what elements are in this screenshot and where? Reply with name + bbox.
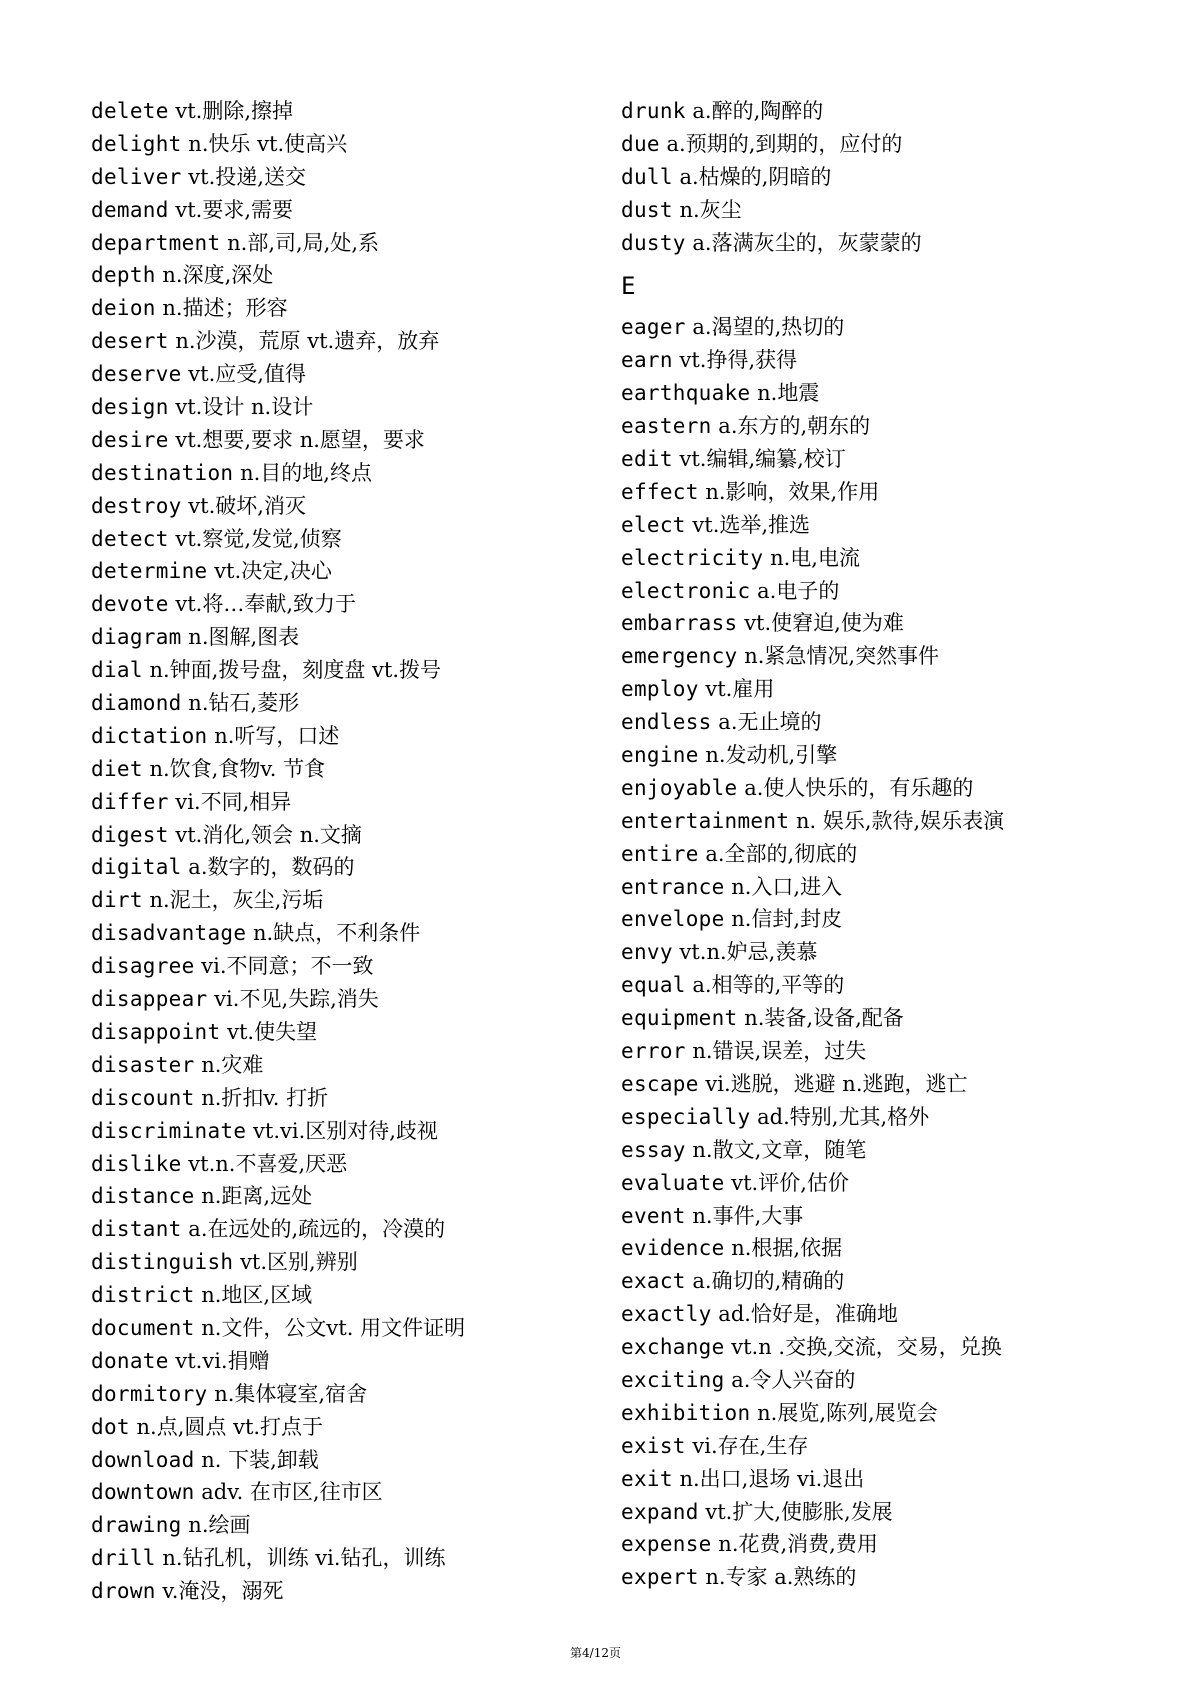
vocab-definition: n.灰尘 [679,197,742,222]
vocab-definition: a.落满灰尘的，灰蒙蒙的 [692,230,922,255]
vocab-definition: n.出口,退场 vi.退出 [679,1466,865,1491]
vocab-word: endless [621,710,712,735]
vocab-entry [621,575,1141,608]
vocab-definition: vt.破坏,消灭 [188,493,306,518]
vocab-definition: a.令人兴奋的 [731,1367,856,1392]
vocab-definition: n.钟面,拨号盘，刻度盘 vt.拨号 [149,658,441,683]
vocab-entry [91,1575,591,1608]
vocab-definition: n.泥土，灰尘,污垢 [149,888,324,913]
vocab-entry [621,443,1141,476]
vocab-entry [91,687,591,720]
vocab-word: dormitory [91,1381,208,1406]
vocab-definition: a.枯燥的,阴暗的 [679,164,832,189]
vocab-definition: vt.删除,擦掉 [175,99,294,123]
vocab-word: earn [621,348,673,373]
vocab-definition: n.根据,依据 [731,1236,843,1261]
vocab-definition: n.点,圆点 vt.打点于 [136,1414,324,1439]
vocab-definition: n.紧急情况,突然事件 [744,644,940,669]
vocab-definition: vt.察觉,发觉,侦察 [175,526,342,551]
vocab-entry [91,292,591,325]
vocab-word: exhibition [621,1400,751,1425]
vocab-word: expert [621,1565,699,1590]
vocab-word: differ [91,789,169,814]
vocab-entry [91,753,591,786]
vocab-definition: vt.挣得,获得 [679,348,798,373]
vocab-definition: vt.扩大,使膨胀,发展 [705,1499,893,1524]
vocab-definition: vt.n.不喜爱,厌恶 [188,1151,348,1176]
vocab-word: edit [621,447,673,472]
vocab-entry [91,1345,591,1378]
vocab-definition: n.错误,误差，过失 [692,1039,867,1064]
vocab-entry [621,903,1141,936]
vocab-definition: vt.n.妒忌,羡慕 [679,940,818,965]
vocab-word: disaster [91,1052,195,1077]
vocab-word: digest [91,822,169,847]
vocab-word: deserve [91,362,182,387]
vocab-entry [91,917,591,950]
vocab-entry [91,1148,591,1181]
vocab-word: demand [91,197,169,222]
vocab-entry [91,1082,591,1115]
vocab-entry [621,640,1141,673]
vocab-entry [91,424,591,457]
vocab-word: district [91,1283,195,1308]
vocab-word: escape [621,1071,699,1096]
vocab-word: expense [621,1532,712,1557]
vocab-entry [91,194,591,227]
vocab-word: due [621,131,660,156]
vocab-definition: adv. 在市区,往市区 [201,1480,383,1505]
vocab-entry [91,358,591,391]
vocab-definition: a.全部的,彻底的 [705,841,858,866]
vocab-entry [621,969,1141,1002]
vocab-word: dirt [91,888,143,913]
vocab-definition: vt.决定,决心 [214,559,332,584]
vocab-definition: n.专家 a.熟练的 [705,1565,857,1590]
vocab-definition: n.散文,文章，随笔 [692,1137,867,1162]
vocab-definition: n.影响，效果,作用 [705,479,880,504]
vocab-word: destroy [91,493,182,518]
vocab-entry [621,95,1141,128]
vocab-definition: n.深度,深处 [162,263,274,288]
vocab-word: delight [91,131,182,156]
vocab-entry [91,786,591,819]
vocab-entry [91,884,591,917]
vocab-word: discriminate [91,1118,247,1143]
vocab-definition: ad.恰好是，准确地 [718,1302,898,1327]
vocab-entry [621,1200,1141,1233]
vocab-entry [91,1049,591,1082]
vocab-word: electricity [621,545,764,570]
vocab-entry [91,983,591,1016]
vocab-entry [621,476,1141,509]
vocab-word: distinguish [91,1250,234,1275]
vocab-entry [91,621,591,654]
vocab-entry [91,1444,591,1477]
vocab-word: diamond [91,691,182,716]
vocab-entry [621,344,1141,377]
vocab-word: dusty [621,230,686,255]
vocab-entry [621,194,1141,227]
vocab-entry [621,1134,1141,1167]
vocab-word: electronic [621,578,751,603]
vocab-word: depth [91,263,156,288]
vocab-entry [91,1016,591,1049]
vocab-definition: a.东方的,朝东的 [718,414,871,439]
vocab-definition: n.绘画 [188,1513,251,1538]
vocab-word: distance [91,1184,195,1209]
vocab-entry [621,1298,1141,1331]
vocab-entry [91,161,591,194]
vocab-entry [621,509,1141,542]
vocab-definition: n.信封,封皮 [731,907,843,932]
vocab-word: design [91,395,169,420]
vocab-word: document [91,1315,195,1340]
vocab-entry [621,772,1141,805]
vocab-entry [621,1528,1141,1561]
vocab-word: especially [621,1104,751,1129]
vocab-word: entire [621,841,699,866]
vocab-definition: vt.消化,领会 n.文摘 [175,822,362,847]
vocab-entry [621,161,1141,194]
vocab-word: engine [621,743,699,768]
vocab-word: eager [621,315,686,340]
vocab-entry [91,391,591,424]
vocab-word: devote [91,592,169,617]
vocab-entry [91,654,591,687]
vocab-entry [621,128,1141,161]
vocab-word: elect [621,512,686,537]
vocab-word: destination [91,460,234,485]
vocab-entry [621,1430,1141,1463]
vocab-word: drawing [91,1513,182,1538]
vocab-entry [621,1397,1141,1430]
vocab-definition: vt.编辑,编纂,校订 [679,447,846,472]
vocab-word: entertainment [621,808,790,833]
right-column-d-entries [621,95,1141,259]
vocab-word: expand [621,1499,699,1524]
vocab-entry [91,720,591,753]
vocab-word: emergency [621,644,738,669]
vocab-entry [621,838,1141,871]
vocab-definition: n.文件，公文vt. 用文件证明 [201,1315,466,1340]
vocab-entry [621,871,1141,904]
vocab-word: dislike [91,1151,182,1176]
vocab-entry [621,1265,1141,1298]
vocab-entry [91,1213,591,1246]
vocab-entry [621,673,1141,706]
section-header-e: E [621,272,636,301]
vocab-word: drunk [621,99,686,123]
vocab-definition: vt.评价,估价 [731,1170,849,1195]
vocab-entry [621,227,1141,260]
vocab-definition: a.确切的,精确的 [692,1269,845,1294]
vocab-definition: a.相等的,平等的 [692,973,845,998]
vocab-word: earthquake [621,381,751,406]
vocab-word: department [91,230,221,255]
vocab-definition: a.醉的,陶醉的 [692,99,824,123]
vocab-word: equal [621,973,686,998]
vocab-definition: n.展览,陈列,展览会 [757,1400,938,1425]
vocab-word: exciting [621,1367,725,1392]
vocab-word: exchange [621,1335,725,1360]
vocab-word: error [621,1039,686,1064]
vocab-entry [91,950,591,983]
vocab-word: evidence [621,1236,725,1261]
vocab-word: dot [91,1414,130,1439]
vocab-entry [621,805,1141,838]
vocab-entry [91,851,591,884]
vocab-definition: n.发动机,引擎 [705,743,838,768]
vocab-word: entrance [621,874,725,899]
vocab-entry [91,1509,591,1542]
vocab-entry [91,128,591,161]
vocab-word: disadvantage [91,921,247,946]
vocab-entry [91,227,591,260]
vocab-word: deion [91,296,156,321]
vocab-word: essay [621,1137,686,1162]
vocab-word: disappoint [91,1019,221,1044]
vocab-definition: v.淹没，溺死 [162,1579,284,1604]
vocab-entry [621,1002,1141,1035]
vocab-word: employ [621,677,699,702]
vocab-definition: vi.不同,相异 [175,789,292,814]
vocab-entry [91,819,591,852]
page-footer: 第4/12页 [570,1646,621,1660]
vocab-entry [621,1101,1141,1134]
vocab-entry [621,1232,1141,1265]
vocab-word: exact [621,1269,686,1294]
vocab-definition: n.事件,大事 [692,1203,804,1228]
vocab-entry [621,706,1141,739]
vocab-word: exit [621,1466,673,1491]
vocab-definition: a.预期的,到期的，应付的 [666,131,903,156]
vocab-word: envy [621,940,673,965]
vocab-word: digital [91,855,182,880]
vocab-word: downtown [91,1480,195,1505]
vocab-entry [621,1068,1141,1101]
vocab-word: envelope [621,907,725,932]
vocab-word: enjoyable [621,775,738,800]
vocab-word: donate [91,1348,169,1373]
vocab-entry [91,457,591,490]
vocab-definition: n.缺点，不利条件 [253,921,421,946]
vocab-entry [621,936,1141,969]
vocab-definition: vt.vi.区别对待,歧视 [253,1118,438,1143]
vocab-definition: a.电子的 [757,578,840,603]
vocab-word: delete [91,99,169,123]
vocab-word: discount [91,1085,195,1110]
vocab-entry [621,1364,1141,1397]
vocab-definition: a.渴望的,热切的 [692,315,845,340]
vocab-entry [91,325,591,358]
vocab-word: diet [91,756,143,781]
vocab-definition: n.电,电流 [770,545,860,570]
vocab-entry [621,1561,1141,1594]
vocab-definition: vi.不同意；不一致 [201,954,374,979]
vocab-definition: n.图解,图表 [188,625,300,650]
vocab-word: event [621,1203,686,1228]
vocab-word: exactly [621,1302,712,1327]
vocab-word: embarrass [621,611,738,636]
vocab-definition: vi.逃脱，逃避 n.逃跑，逃亡 [705,1071,968,1096]
vocab-entry [91,555,591,588]
vocab-entry [91,1378,591,1411]
vocab-entry [91,1279,591,1312]
vocab-entry [621,1167,1141,1200]
vocab-definition: a.在远处的,疏远的，冷漠的 [188,1217,446,1242]
vocab-definition: n.折扣v. 打折 [201,1085,329,1110]
vocab-entry [621,1331,1141,1364]
vocab-entry [91,588,591,621]
vocab-word: equipment [621,1006,738,1031]
vocab-definition: n.花费,消费,费用 [718,1532,878,1557]
vocab-word: desire [91,427,169,452]
vocab-definition: vt.投递,送交 [188,164,306,189]
vocab-definition: n.听写，口述 [214,723,340,748]
vocab-entry [91,490,591,523]
vocab-entry [621,311,1141,344]
vocab-definition: vi.不见,失踪,消失 [214,987,379,1012]
vocab-definition: n.快乐 vt.使高兴 [188,131,348,156]
vocab-definition: vt.使失望 [227,1019,318,1044]
vocab-word: drill [91,1546,156,1571]
vocab-definition: a.使人快乐的，有乐趣的 [744,775,974,800]
vocab-definition: vt.想要,要求 n.愿望，要求 [175,427,425,452]
vocab-word: dictation [91,723,208,748]
vocab-entry [621,377,1141,410]
vocab-definition: n.装备,设备,配备 [744,1006,904,1031]
vocab-entry [91,1542,591,1575]
vocab-word: diagram [91,625,182,650]
vocab-definition: a.数字的，数码的 [188,855,355,880]
vocab-definition: vt.将…奉献,致力于 [175,592,357,617]
vocab-entry [91,1246,591,1279]
vocab-definition: n.钻孔机，训练 vi.钻孔，训练 [162,1546,446,1571]
vocab-entry [91,1476,591,1509]
vocab-definition: n. 娱乐,款待,娱乐表演 [795,808,1005,833]
vocab-word: dial [91,658,143,683]
vocab-definition: vt.vi.捐赠 [175,1348,270,1373]
vocab-word: evaluate [621,1170,725,1195]
vocab-entry [621,1035,1141,1068]
vocab-entry [621,410,1141,443]
right-column-e-entries [621,311,1141,1594]
vocab-word: deliver [91,164,182,189]
vocab-entry [91,1312,591,1345]
vocab-definition: vt.雇用 [705,677,775,702]
vocab-definition: n.沙漠，荒原 vt.遗弃，放弃 [175,329,440,354]
vocab-entry [91,523,591,556]
vocab-word: disagree [91,954,195,979]
vocab-word: drown [91,1579,156,1604]
vocab-definition: n.灾难 [201,1052,264,1077]
vocab-definition: vi.存在,生存 [692,1433,809,1458]
vocab-word: dust [621,197,673,222]
vocab-definition: n.距离,远处 [201,1184,313,1209]
vocab-entry [621,1463,1141,1496]
vocab-definition: vt.区别,辨别 [240,1250,358,1275]
vocab-entry [91,259,591,292]
vocab-definition: vt.要求,需要 [175,197,294,222]
vocab-word: detect [91,526,169,551]
vocab-definition: n.饮食,食物v. 节食 [149,756,326,781]
vocab-definition: n.钻石,菱形 [188,691,300,716]
vocab-entry [91,1180,591,1213]
left-column [91,95,591,1608]
vocab-word: download [91,1447,195,1472]
vocab-definition: n.入口,进入 [731,874,843,899]
vocab-definition: vt.选举,推选 [692,512,811,537]
vocab-definition: n.地震 [757,381,820,406]
vocab-word: disappear [91,987,208,1012]
vocab-word: eastern [621,414,712,439]
vocab-definition: n.部,司,局,处,系 [227,230,380,255]
vocab-entry [621,739,1141,772]
vocab-definition: n.描述；形容 [162,296,288,321]
vocab-word: exist [621,1433,686,1458]
right-column [621,95,1141,1594]
vocab-word: distant [91,1217,182,1242]
vocab-definition: vt.使窘迫,使为难 [744,611,904,636]
vocab-definition: vt.n .交换,交流，交易，兑换 [731,1335,1002,1360]
vocab-entry [91,1115,591,1148]
vocab-definition: n. 下装,卸载 [201,1447,319,1472]
vocab-entry [621,607,1141,640]
vocab-definition: n.集体寝室,宿舍 [214,1381,368,1406]
vocab-entry [621,542,1141,575]
vocab-definition: n.目的地,终点 [240,460,372,485]
vocab-definition: a.无止境的 [718,710,822,735]
vocab-entry [91,1411,591,1444]
vocab-word: determine [91,559,208,584]
vocab-word: dull [621,164,673,189]
vocab-entry [621,1496,1141,1529]
vocab-definition: vt.应受,值得 [188,362,306,387]
vocab-definition: ad.特别,尤其,格外 [757,1104,930,1129]
vocab-word: desert [91,329,169,354]
vocab-entry [91,95,591,128]
vocab-definition: vt.设计 n.设计 [175,395,314,420]
vocab-definition: n.地区,区域 [201,1283,313,1308]
vocab-word: effect [621,479,699,504]
